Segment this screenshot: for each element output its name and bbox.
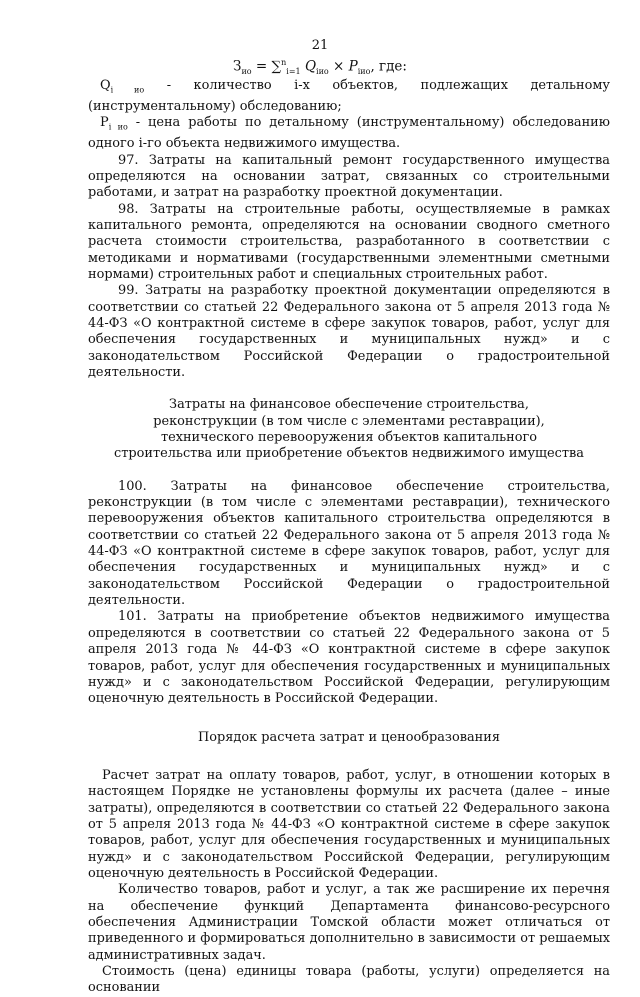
paragraph-quantity: Количество товаров, работ и услуг, а так же расширение их перечня на обеспечение функций Департамента финансово-ресурсного обеспечения Администрации Томской области может отличаться от приведенного и формироваться дополнительно в зависимости от решаемых административных задач.: [88, 882, 610, 963]
paragraph-100: 100. Затраты на финансовое обеспечение строительства, реконструкции (в том числе с элементами реставрации), технического перевооружения объектов капитального строительства определяются в соответствии со статьей 22 Федерального закона от 5 апреля 2013 года № 44-ФЗ «О контрактной системе в сфере закупок товаров, работ, услуг для обеспечения государственных и муниципальных нужд» и с законодательством Российской Федерации о градостроительной деятельности.: [88, 478, 610, 609]
paragraph-97: 97. Затраты на капитальный ремонт государственного имущества определяются на основании затрат, связанных со строительными работами, и затрат на разработку проектной документации.: [88, 152, 610, 201]
cost-formula: $З_{ио} = \sum^n_{i=1}$ $Q_{iио} \times P_{iио}$, где:: [233, 58, 407, 77]
paragraph-98: 98. Затраты на строительные работы, осуществляемые в рамках капитального ремонта, определяются на основании сводного сметного расчета стоимости строительства, разработанного в соответствии с методиками и нормативами (государственными элементными сметными нормами) строительных работ и специальных строительных работ.: [88, 201, 610, 282]
document-body: [88, 78, 610, 997]
section-heading-construction: [88, 397, 610, 462]
paragraph-101: 101. Затраты на приобретение объектов недвижимого имущества определяются в соответствии со статьей 22 Федерального закона от 5 апреля 2013 года № 44-ФЗ «О контрактной системе в сфере закупок товаров, работ, услуг для обеспечения государственных и муниципальных нужд» и с законодательством Российской Федерации, регулирующим оценочную деятельность в Российской Федерации.: [88, 609, 610, 707]
heading-line: строительства или приобретение объектов недвижимого имущества: [114, 446, 584, 462]
heading-line: технического перевооружения объектов капитального: [160, 430, 538, 446]
section-heading-pricing: Порядок расчета затрат и ценообразования: [198, 729, 500, 745]
paragraph-99: 99. Затраты на разработку проектной документации определяются в соответствии со статьей 22 Федерального закона от 5 апреля 2013 года № 44-ФЗ «О контрактной системе в сфере закупок товаров, работ, услуг для обеспечения государственных и муниципальных нужд» и с законодательством Российской Федерации о градостроительной деятельности.: [88, 283, 610, 380]
paragraph-unit-cost: Стоимость (цена) единицы товара (работы, услуги) определяется на основании: [88, 964, 610, 996]
definition-q: $Q_{i ио}$ - количество i-х объектов, подлежащих детальному (инструментальному) обследованию;: [88, 78, 611, 114]
definition-p: $P_{i ио}$ - цена работы по детальному (инструментальному) обследованию одного i-го объекта недвижимого имущества.: [88, 115, 611, 152]
heading-line: реконструкции (в том числе с элементами реставрации),: [153, 413, 545, 429]
heading-line: Затраты на финансовое обеспечение строительства,: [169, 397, 529, 413]
page-number: 21: [311, 38, 329, 53]
paragraph-other-costs: Расчет затрат на оплату товаров, работ, услуг, в отношении которых в настоящем Порядке не установлены формулы их расчета (далее – иные затраты), определяются в соответствии со статьей 22 Федерального закона от 5 апреля 2013 года № 44-ФЗ «О контрактной системе в сфере закупок товаров, работ, услуг для обеспечения государственных и муниципальных нужд» и с законодательством Российской Федерации, регулирующим оценочную деятельность в Российской Федерации.: [88, 767, 610, 881]
